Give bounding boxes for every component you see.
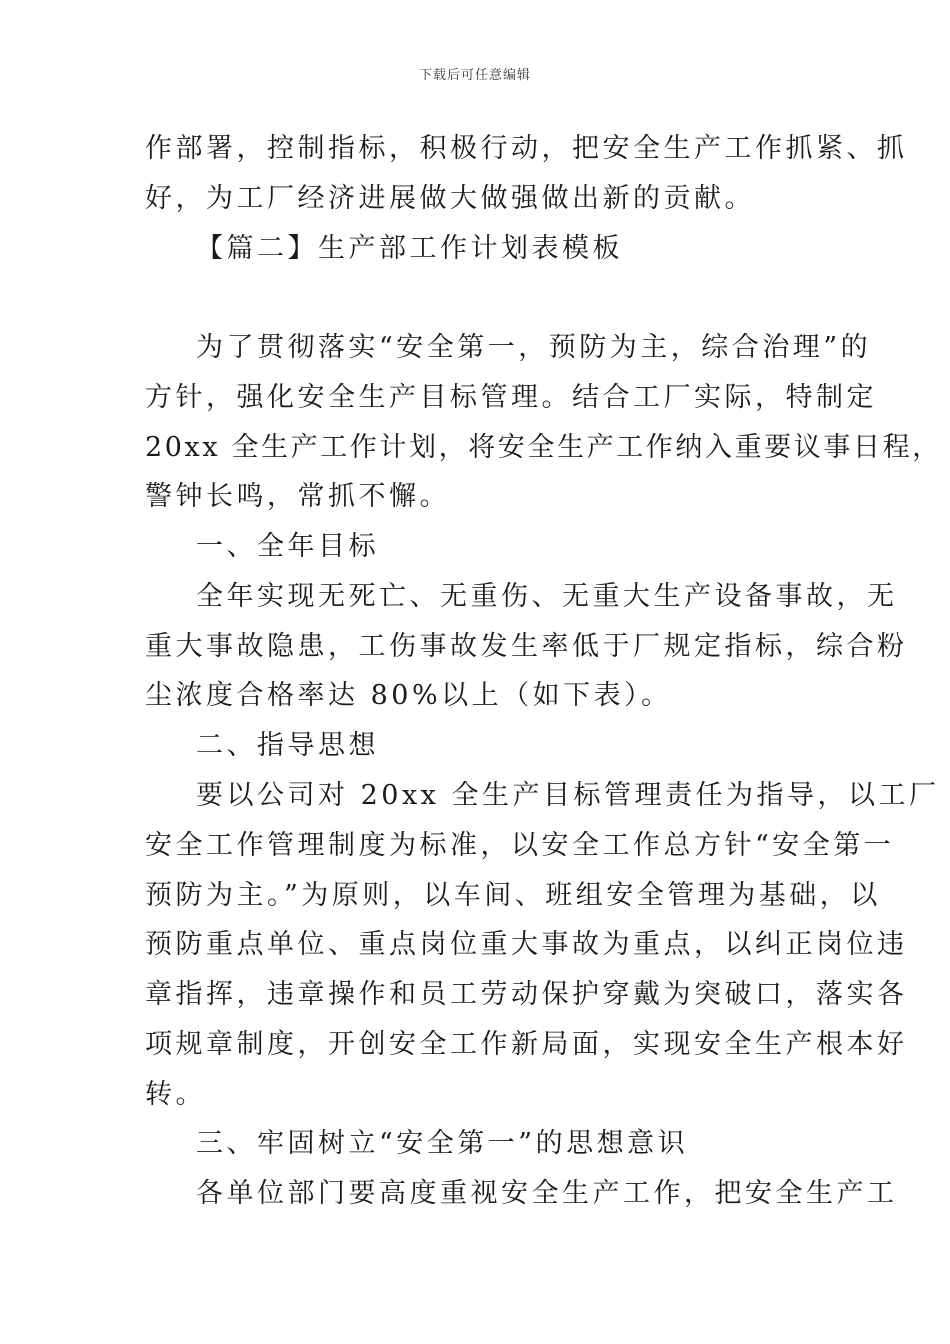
heading-guiding-thought: 二、指导思想 <box>196 730 379 761</box>
text-line-9: 全年实现无死亡、无重伤、无重大生产设备事故，无 <box>196 581 898 612</box>
text-line-11: 尘浓度合格率达 80%以上（如下表）。 <box>145 680 672 711</box>
text-line-10: 重大事故隐患，工伤事故发生率低于厂规定指标，综合粉 <box>145 631 908 662</box>
text-line-15: 预防为主。”为原则，以车间、班组安全管理为基础，以 <box>145 880 881 911</box>
text-line-19: 转。 <box>145 1079 206 1110</box>
page-header: 下载后可任意编辑 <box>418 68 531 83</box>
text-line-16: 预防重点单位、重点岗位重大事故为重点，以纠正岗位违 <box>145 929 908 960</box>
text-line-7: 警钟长鸣，常抓不懈。 <box>145 481 450 512</box>
text-line-14: 安全工作管理制度为标准，以安全工作总方针“安全第一 <box>145 830 895 861</box>
text-line-18: 项规章制度，开创安全工作新局面，实现安全生产根本好 <box>145 1029 908 1060</box>
text-line-21: 各单位部门要高度重视安全生产工作，把安全生产工 <box>196 1178 898 1209</box>
heading-annual-goals: 一、全年目标 <box>196 531 379 562</box>
section-title: 【篇二】生产部工作计划表模板 <box>196 233 623 264</box>
text-line-4: 为了贯彻落实“安全第一，预防为主，综合治理”的 <box>196 332 872 363</box>
text-line-6: 20xx 全生产工作计划，将安全生产工作纳入重要议事日程， <box>145 432 942 463</box>
text-line-13: 要以公司对 20xx 全生产目标管理责任为指导，以工厂 <box>196 780 940 811</box>
text-line-17: 章指挥，违章操作和员工劳动保护穿戴为突破口，落实各 <box>145 979 908 1010</box>
text-line-5: 方针，强化安全生产目标管理。结合工厂实际，特制定 <box>145 382 877 413</box>
text-line-2: 好，为工厂经济进展做大做强做出新的贡献。 <box>145 183 755 214</box>
text-line-1: 作部署，控制指标，积极行动，把安全生产工作抓紧、抓 <box>145 133 908 164</box>
heading-safety-first: 三、牢固树立“安全第一”的思想意识 <box>196 1128 689 1159</box>
